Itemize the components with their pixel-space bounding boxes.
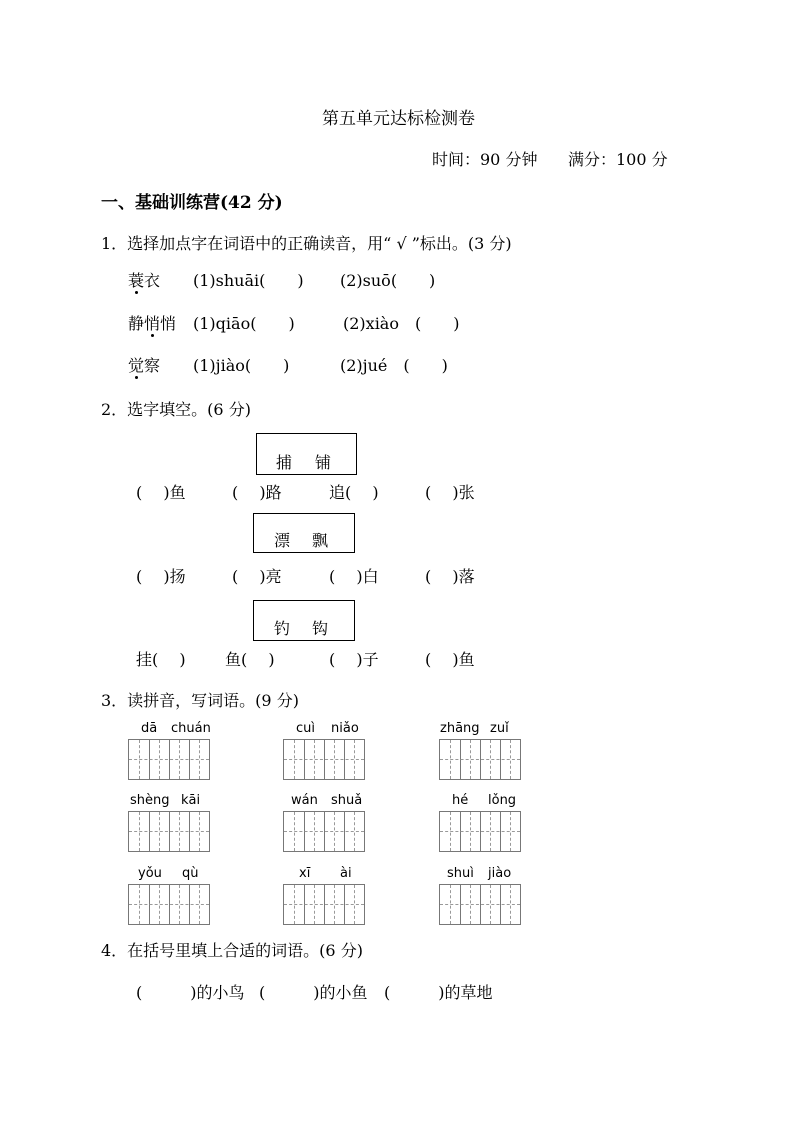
pinyin: xī: [299, 866, 311, 881]
dotted-character: 蓑: [128, 271, 145, 290]
q1-option[interactable]: (2)xiào ( ): [343, 314, 460, 333]
fill-blank[interactable]: ( )子: [329, 650, 379, 669]
q1-option[interactable]: (2)jué ( ): [340, 356, 448, 375]
pinyin: niǎo: [331, 721, 359, 736]
q1-word: 蓑衣: [128, 271, 161, 290]
fill-blank[interactable]: 挂( ): [136, 650, 186, 669]
pinyin: shuǎ: [331, 793, 363, 808]
pinyin: zuǐ: [490, 721, 509, 736]
q1-option[interactable]: (1)jiào( ): [193, 356, 290, 375]
writing-grid[interactable]: [283, 811, 365, 852]
fill-blank[interactable]: ( )张: [425, 483, 475, 502]
pinyin: shèng: [130, 793, 170, 808]
writing-grid[interactable]: [283, 884, 365, 925]
question-4-label: 4．在括号里填上合适的词语。(6 分): [101, 941, 363, 960]
char-choice-box: 钓 钩: [253, 600, 355, 641]
pinyin: wán: [291, 793, 318, 808]
section-heading: 一、基础训练营(42 分): [101, 193, 283, 213]
fill-blank[interactable]: ( )路: [232, 483, 282, 502]
fill-blank[interactable]: 追( ): [329, 483, 379, 502]
char-choice-box: 捕 铺: [256, 433, 357, 475]
fill-blank[interactable]: ( )落: [425, 567, 475, 586]
pinyin: shuì: [447, 866, 474, 881]
char-choice-box: 漂 飘: [253, 513, 355, 553]
fill-blank[interactable]: ( )亮: [232, 567, 282, 586]
fill-blank[interactable]: ( )的小鸟: [136, 983, 245, 1002]
q1-word: 静悄悄: [128, 314, 177, 333]
question-1-label: 1．选择加点字在词语中的正确读音，用“ √ ”标出。(3 分): [101, 234, 512, 253]
fill-blank[interactable]: ( )白: [329, 567, 379, 586]
pinyin: hé: [452, 793, 469, 808]
fill-blank[interactable]: 鱼( ): [225, 650, 275, 669]
writing-grid[interactable]: [439, 811, 521, 852]
writing-grid[interactable]: [439, 884, 521, 925]
fill-blank[interactable]: ( )的草地: [384, 983, 493, 1002]
pinyin: jiào: [488, 866, 512, 881]
fill-blank[interactable]: ( )鱼: [136, 483, 186, 502]
question-2-label: 2．选字填空。(6 分): [101, 400, 251, 419]
pinyin: qù: [182, 866, 199, 881]
question-3-label: 3．读拼音，写词语。(9 分): [101, 691, 299, 710]
writing-grid[interactable]: [283, 739, 365, 780]
q1-option[interactable]: (1)qiāo( ): [193, 314, 295, 333]
q1-option[interactable]: (2)suō( ): [340, 271, 436, 290]
full-score: 满分：100 分: [568, 150, 668, 169]
pinyin: dā: [141, 721, 158, 736]
fill-blank[interactable]: ( )的小鱼: [259, 983, 368, 1002]
writing-grid[interactable]: [128, 884, 210, 925]
exam-time: 时间：90 分钟: [432, 150, 538, 169]
pinyin: yǒu: [138, 866, 162, 881]
writing-grid[interactable]: [128, 739, 210, 780]
dotted-character: 悄: [144, 314, 161, 333]
fill-blank[interactable]: ( )鱼: [425, 650, 475, 669]
q1-word: 觉察: [128, 356, 161, 375]
page-title: 第五单元达标检测卷: [322, 109, 475, 129]
writing-grid[interactable]: [128, 811, 210, 852]
pinyin: ài: [340, 866, 352, 881]
writing-grid[interactable]: [439, 739, 521, 780]
fill-blank[interactable]: ( )扬: [136, 567, 186, 586]
pinyin: chuán: [171, 721, 211, 736]
pinyin: kāi: [181, 793, 201, 808]
pinyin: lǒng: [488, 793, 517, 808]
q1-option[interactable]: (1)shuāi( ): [193, 271, 304, 290]
dotted-character: 觉: [128, 356, 145, 375]
pinyin: zhāng: [440, 721, 480, 736]
pinyin: cuì: [296, 721, 315, 736]
